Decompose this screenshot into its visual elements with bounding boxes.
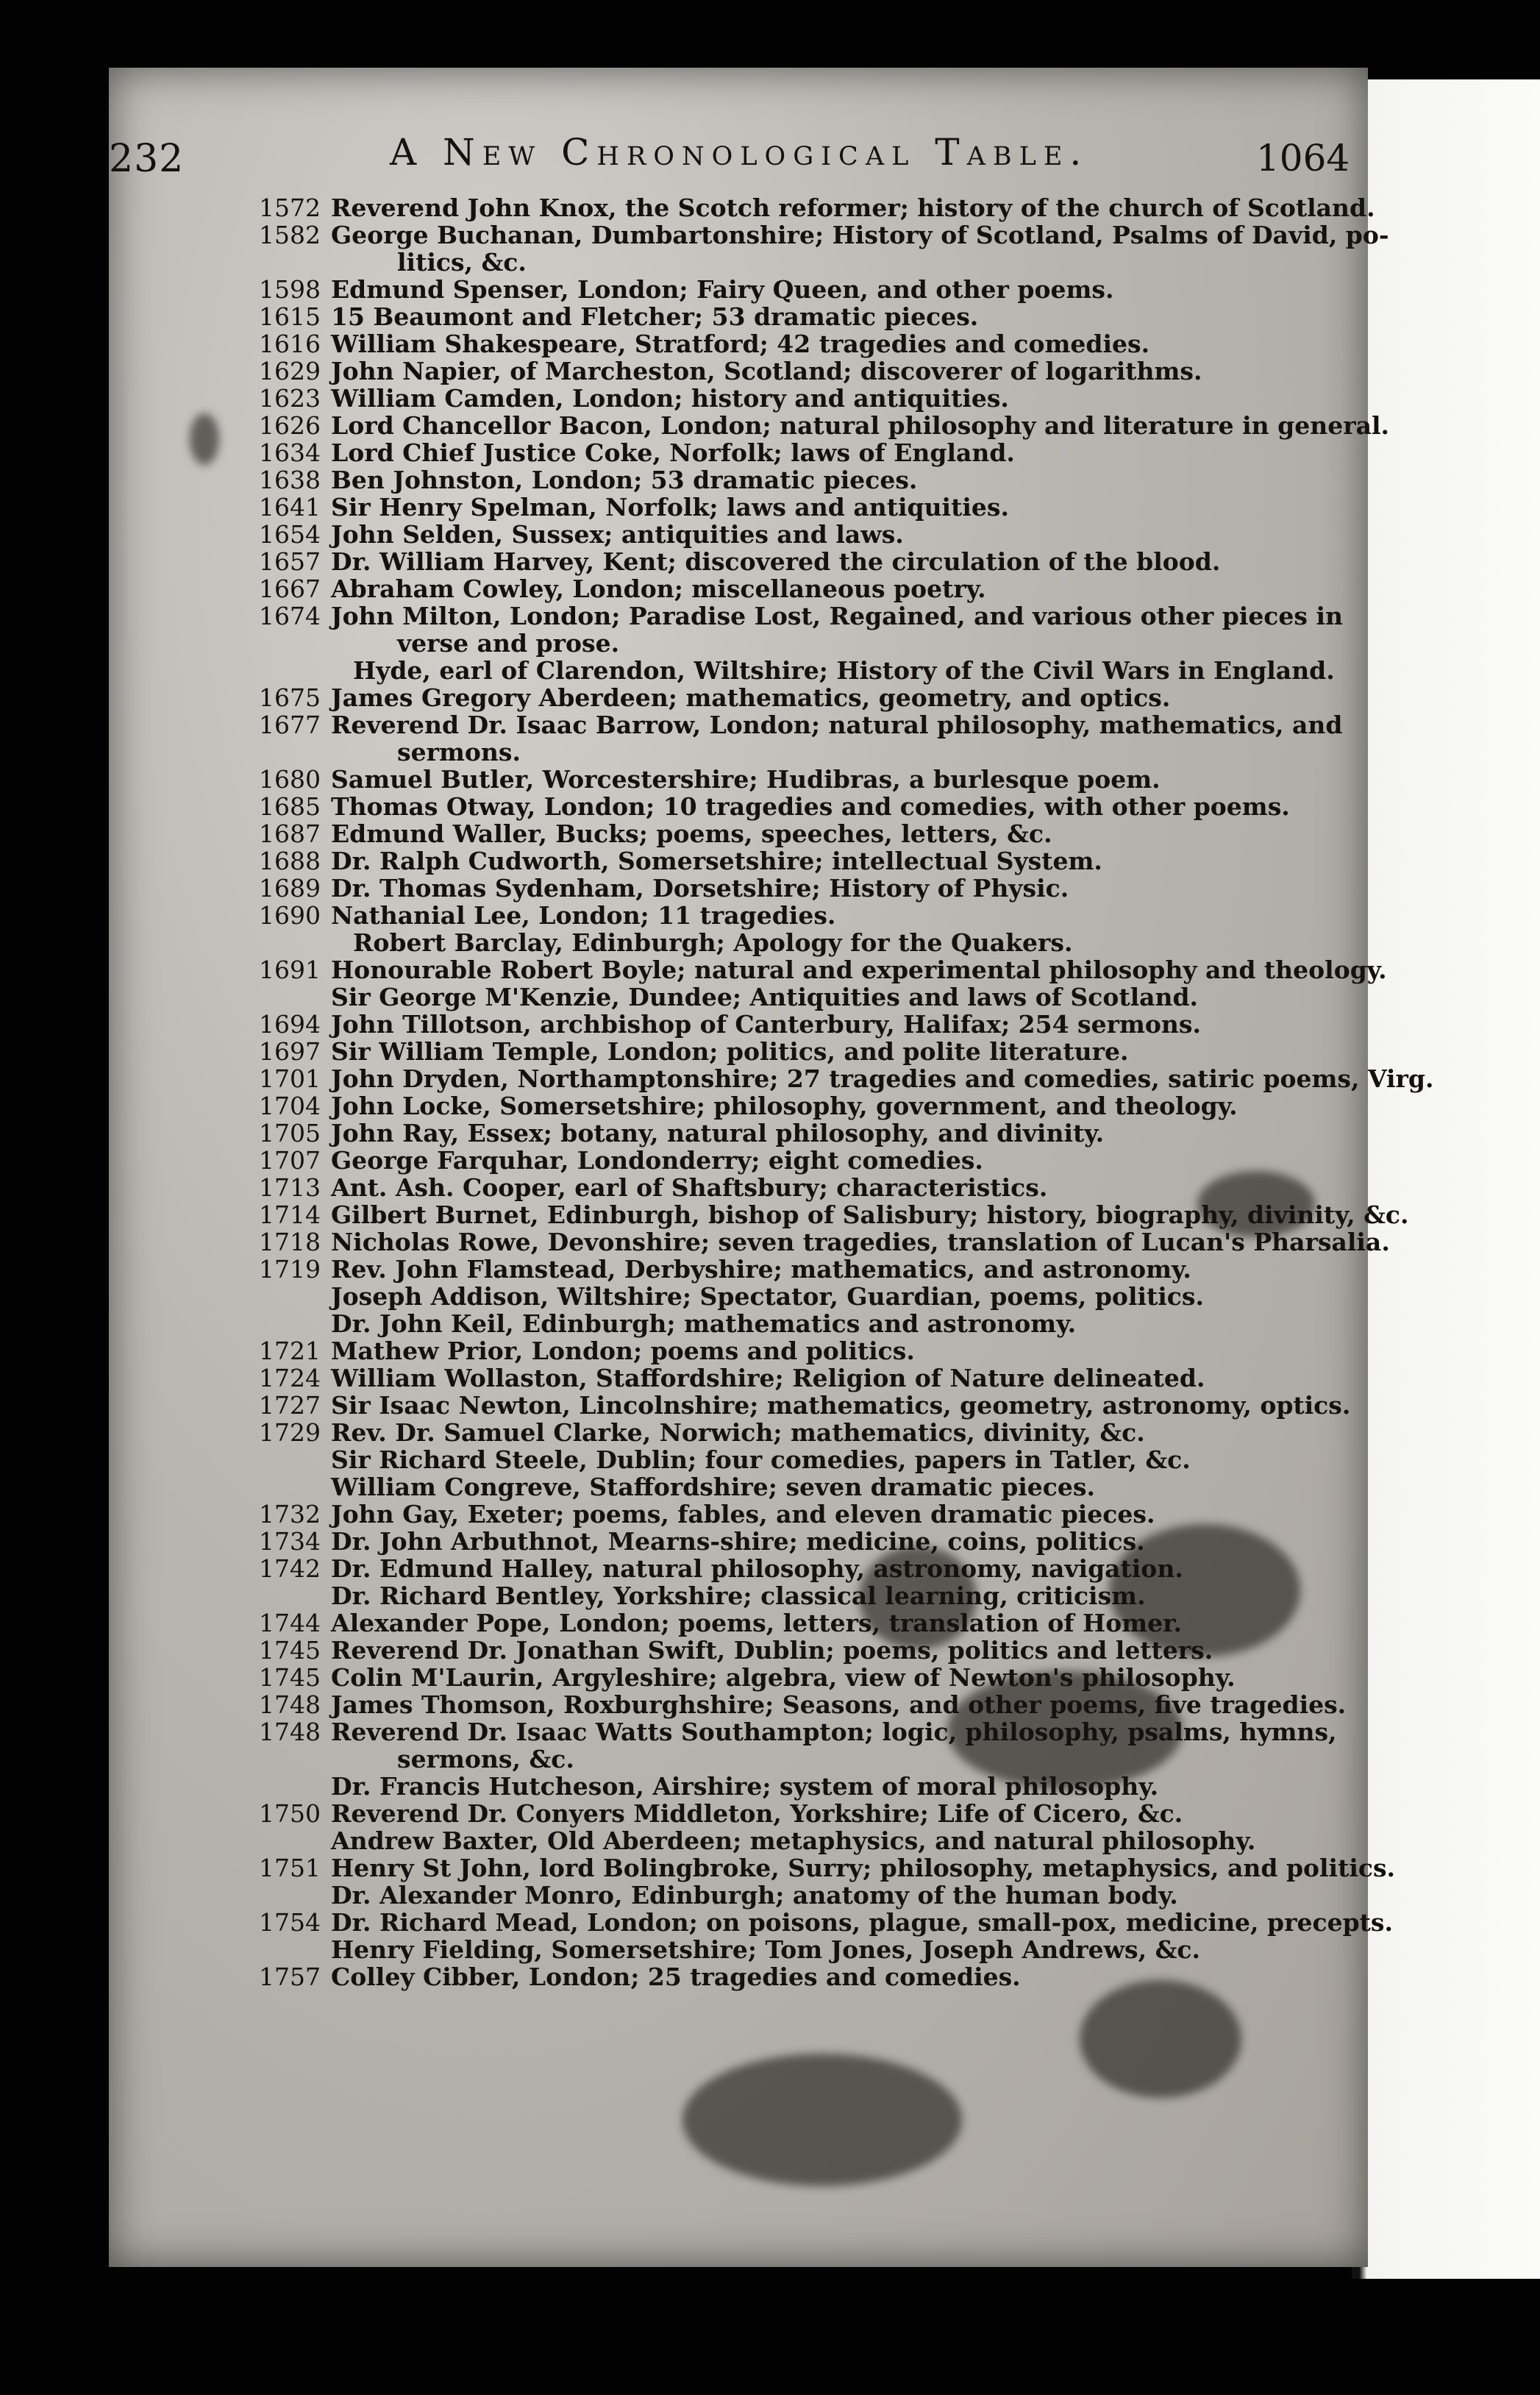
table-entry: [259, 983, 1325, 1011]
entry-text: Hyde, earl of Clarendon, Wiltshire; History of the Civil Wars in England.: [353, 656, 1335, 685]
ink-stain: [1080, 1980, 1241, 2098]
entry-text: Reverend Dr. Isaac Watts Southampton; logic, philosophy, psalms, hymns,: [331, 1718, 1337, 1746]
entry-text: Dr. Ralph Cudworth, Somersetshire; intellectual System.: [331, 847, 1102, 875]
entry-year: 1615: [259, 302, 321, 331]
entry-text: John Ray, Essex; botany, natural philosophy, and divinity.: [331, 1119, 1105, 1147]
table-entry: [259, 411, 1390, 440]
table-entry: [259, 602, 1343, 630]
entry-text: James Thomson, Roxburghshire; Seasons, and other poems, five tragedies.: [331, 1690, 1347, 1719]
entry-text: Nathanial Lee, London; 11 tragedies.: [331, 901, 836, 930]
entry-year: 1680: [259, 765, 321, 794]
entry-text: Dr. John Keil, Edinburgh; mathematics and astronomy.: [331, 1309, 1077, 1338]
entry-text: Gilbert Burnet, Edinburgh, bishop of Salisbury; history, biography, divinity, &c.: [331, 1200, 1409, 1229]
entry-year: 1705: [259, 1119, 321, 1147]
entry-text: John Milton, London; Paradise Lost, Regained, and various other pieces in: [331, 602, 1343, 630]
entry-text: William Wollaston, Staffordshire; Religion of Nature delineated.: [331, 1364, 1205, 1392]
entry-text: John Locke, Somersetshire; philosophy, government, and theology.: [331, 1092, 1238, 1120]
table-entry: [259, 1827, 1325, 1854]
entry-text: William Camden, London; history and antiquities.: [331, 384, 1009, 413]
entry-text: Henry Fielding, Somersetshire; Tom Jones, Joseph Andrews, &c.: [331, 1935, 1200, 1964]
entry-text: Lord Chief Justice Coke, Norfolk; laws of England.: [331, 438, 1015, 467]
entry-text: litics, &c.: [397, 248, 527, 277]
entry-year: 1572: [259, 193, 321, 222]
entry-year: 1718: [259, 1228, 321, 1256]
table-entry: [259, 1882, 1325, 1909]
entry-year: 1691: [259, 955, 321, 984]
table-entry: [259, 1718, 1337, 1746]
entry-text: Alexander Pope, London; poems, letters, translation of Homer.: [331, 1609, 1182, 1637]
entry-text: John Tillotson, archbishop of Canterbury, Halifax; 254 sermons.: [331, 1010, 1201, 1039]
entry-text: Sir William Temple, London; politics, and polite literature.: [331, 1037, 1129, 1066]
entry-year: 1685: [259, 792, 321, 821]
entry-text: John Napier, of Marcheston, Scotland; discoverer of logarithms.: [331, 357, 1202, 385]
table-entry: [259, 1310, 1325, 1337]
table-entry: [259, 249, 1325, 276]
table-entry: [259, 1174, 1325, 1201]
table-entry: [259, 1391, 1351, 1420]
entry-year: 1751: [259, 1854, 321, 1882]
entry-year: 1677: [259, 711, 321, 739]
entry-year: 1748: [259, 1690, 321, 1719]
ink-stain: [190, 413, 219, 465]
table-entry: [259, 847, 1325, 875]
table-entry: [259, 1200, 1409, 1229]
entry-year: 1654: [259, 520, 321, 549]
entry-year: 1732: [259, 1500, 321, 1529]
entry-year: 1626: [259, 411, 321, 440]
entry-year: 1744: [259, 1609, 321, 1637]
entry-year: 1623: [259, 384, 321, 413]
entry-text: Dr. Alexander Monro, Edinburgh; anatomy of the human body.: [331, 1881, 1178, 1910]
entry-text: Colley Cibber, London; 25 tragedies and comedies.: [331, 1962, 1021, 1991]
table-entry: [259, 1283, 1325, 1310]
table-entry: [259, 1745, 1325, 1773]
entry-year: 1719: [259, 1255, 321, 1284]
chronological-table: [259, 193, 1434, 1991]
entry-year: 1727: [259, 1391, 321, 1420]
table-entry: [259, 1501, 1325, 1528]
entry-text: Henry St John, lord Bolingbroke, Surry; philosophy, metaphysics, and politics.: [331, 1854, 1396, 1882]
table-entry: [259, 1609, 1325, 1637]
entry-text: Robert Barclay, Edinburgh; Apology for the Quakers.: [353, 928, 1073, 957]
table-entry: [259, 276, 1325, 303]
table-entry: [259, 548, 1325, 575]
ink-stain: [682, 2054, 962, 2186]
entry-year: 1750: [259, 1799, 321, 1828]
entry-text: Dr. Francis Hutcheson, Airshire; system of moral philosophy.: [331, 1772, 1159, 1801]
table-entry: [259, 1364, 1325, 1392]
entry-year: 1745: [259, 1636, 321, 1665]
entry-text: Reverend John Knox, the Scotch reformer; history of the church of Scotland.: [331, 193, 1375, 222]
entry-text: Sir Henry Spelman, Norfolk; laws and antiquities.: [331, 493, 1009, 522]
entry-text: Thomas Otway, London; 10 tragedies and comedies, with other poems.: [331, 792, 1290, 821]
entry-year: 1598: [259, 275, 321, 304]
table-entry: [259, 1419, 1325, 1446]
entry-year: 1638: [259, 466, 321, 494]
entry-year: 1582: [259, 221, 321, 249]
table-entry: [259, 466, 1325, 494]
entry-year: 1634: [259, 438, 321, 467]
entry-year: 1616: [259, 330, 321, 358]
entry-year: 1707: [259, 1146, 321, 1175]
entry-text: James Gregory Aberdeen; mathematics, geometry, and optics.: [331, 683, 1171, 712]
entry-text: Andrew Baxter, Old Aberdeen; metaphysics, and natural philosophy.: [331, 1826, 1256, 1855]
table-entry: [259, 1664, 1325, 1691]
entry-text: Sir George M'Kenzie, Dundee; Antiquities and laws of Scotland.: [331, 983, 1199, 1011]
entry-text: Edmund Spenser, London; Fairy Queen, and other poems.: [331, 275, 1114, 304]
entry-year: 1694: [259, 1010, 321, 1039]
table-entry: [259, 1446, 1325, 1473]
table-entry: [259, 1256, 1325, 1283]
table-entry: [259, 1963, 1325, 1990]
entry-text: George Farquhar, Londonderry; eight comedies.: [331, 1146, 983, 1175]
table-entry: [259, 521, 1325, 548]
table-entry: [259, 330, 1325, 357]
entry-text: William Shakespeare, Stratford; 42 tragedies and comedies.: [331, 330, 1150, 358]
entry-text: Honourable Robert Boyle; natural and experimental philosophy and theology.: [331, 955, 1387, 984]
entry-text: John Dryden, Northamptonshire; 27 tragedies and comedies, satiric poems, Virg.: [331, 1064, 1434, 1093]
table-entry: [259, 955, 1387, 984]
entry-text: George Buchanan, Dumbartonshire; History of Scotland, Psalms of David, po-: [331, 221, 1389, 249]
entry-text: Ant. Ash. Cooper, earl of Shaftsbury; characteristics.: [331, 1173, 1048, 1202]
table-entry: [259, 1337, 1325, 1364]
entry-text: 15 Beaumont and Fletcher; 53 dramatic pieces.: [331, 302, 979, 331]
table-entry: [259, 1011, 1325, 1038]
table-entry: [259, 385, 1325, 412]
entry-text: Dr. Thomas Sydenham, Dorsetshire; History of Physic.: [331, 874, 1069, 903]
entry-text: Dr. John Arbuthnot, Mearns-shire; medicine, coins, politics.: [331, 1527, 1145, 1556]
entry-text: sermons, &c.: [397, 1745, 574, 1773]
entry-text: Reverend Dr. Isaac Barrow, London; natural philosophy, mathematics, and: [331, 711, 1343, 739]
entry-year: 1721: [259, 1337, 321, 1365]
entry-year: 1742: [259, 1554, 321, 1583]
entry-text: Sir Richard Steele, Dublin; four comedies, papers in Tatler, &c.: [331, 1445, 1191, 1474]
entry-year: 1704: [259, 1092, 321, 1120]
table-entry: [259, 1637, 1325, 1664]
entry-text: sermons.: [397, 738, 521, 766]
entry-year: 1688: [259, 847, 321, 875]
entry-text: Sir Isaac Newton, Lincolnshire; mathematics, geometry, astronomy, optics.: [331, 1391, 1351, 1420]
table-entry: [259, 303, 1325, 330]
entry-year: 1734: [259, 1527, 321, 1556]
table-entry: [259, 1228, 1390, 1256]
table-entry: [259, 1800, 1325, 1827]
table-entry: [259, 766, 1325, 793]
entry-text: Abraham Cowley, London; miscellaneous poetry.: [331, 574, 986, 603]
entry-text: Rev. John Flamstead, Derbyshire; mathematics, and astronomy.: [331, 1255, 1191, 1284]
table-entry: [259, 875, 1325, 902]
table-entry: [259, 711, 1343, 739]
entry-year: 1667: [259, 574, 321, 603]
entry-text: Edmund Waller, Bucks; poems, speeches, letters, &c.: [331, 819, 1052, 848]
table-entry: [259, 1582, 1325, 1609]
entry-text: Samuel Butler, Worcestershire; Hudibras, a burlesque poem.: [331, 765, 1161, 794]
entry-year: 1657: [259, 547, 321, 576]
table-entry: [259, 1473, 1325, 1501]
entry-year: 1674: [259, 602, 321, 630]
table-entry: [259, 1936, 1325, 1963]
entry-year: 1690: [259, 901, 321, 930]
entry-year: 1687: [259, 819, 321, 848]
entry-text: Dr. William Harvey, Kent; discovered the circulation of the blood.: [331, 547, 1221, 576]
entry-text: John Gay, Exeter; poems, fables, and eleven dramatic pieces.: [331, 1500, 1155, 1529]
entry-year: 1754: [259, 1908, 321, 1937]
table-entry: [259, 902, 1325, 929]
entry-year: 1641: [259, 493, 321, 522]
entry-text: Lord Chancellor Bacon, London; natural philosophy and literature in general.: [331, 411, 1390, 440]
table-entry: [259, 1908, 1393, 1937]
table-entry: [259, 1147, 1325, 1174]
running-title: A New Chronological Table.: [390, 131, 1089, 174]
entry-text: Reverend Dr. Conyers Middleton, Yorkshire; Life of Cicero, &c.: [331, 1799, 1183, 1828]
table-entry: [259, 357, 1325, 385]
entry-text: Dr. Edmund Halley, natural philosophy, astronomy, navigation.: [331, 1554, 1183, 1583]
table-entry: [259, 575, 1325, 602]
entry-year: 1697: [259, 1037, 321, 1066]
table-entry: [259, 221, 1389, 249]
entry-year: 1713: [259, 1173, 321, 1202]
table-entry: [259, 656, 1335, 685]
table-entry: [259, 739, 1325, 766]
table-entry: [259, 1120, 1325, 1147]
entry-text: John Selden, Sussex; antiquities and laws.: [331, 520, 904, 549]
table-entry: [259, 630, 1325, 657]
entry-year: 1675: [259, 683, 321, 712]
table-entry: [259, 1773, 1325, 1800]
entry-text: William Congreve, Staffordshire; seven dramatic pieces.: [331, 1473, 1095, 1501]
entry-text: Reverend Dr. Jonathan Swift, Dublin; poems, politics and letters.: [331, 1636, 1213, 1665]
entry-text: Colin M'Laurin, Argyleshire; algebra, view of Newton's philosophy.: [331, 1663, 1236, 1692]
table-entry: [259, 1854, 1396, 1882]
entry-text: Mathew Prior, London; poems and politics.: [331, 1337, 915, 1365]
entry-year: 1689: [259, 874, 321, 903]
table-entry: [259, 1038, 1325, 1065]
table-entry: [259, 439, 1325, 466]
entry-text: Dr. Richard Mead, London; on poisons, plague, small-pox, medicine, precepts.: [331, 1908, 1393, 1937]
table-entry: [259, 793, 1325, 820]
table-entry: [259, 684, 1325, 711]
entry-year: 1757: [259, 1962, 321, 1991]
entry-year: 1629: [259, 357, 321, 385]
entry-text: Dr. Richard Bentley, Yorkshire; classical learning, criticism.: [331, 1581, 1146, 1610]
table-entry: [259, 193, 1375, 222]
table-entry: [259, 1690, 1347, 1719]
entry-year: 1701: [259, 1064, 321, 1093]
entry-year: 1729: [259, 1418, 321, 1447]
table-entry: [259, 1555, 1325, 1582]
sheet-number: 1064: [1256, 137, 1350, 179]
entry-year: 1714: [259, 1200, 321, 1229]
table-entry: [259, 494, 1325, 521]
table-entry: [259, 1064, 1434, 1093]
entry-text: Ben Johnston, London; 53 dramatic pieces.: [331, 466, 918, 494]
page-number: 232: [109, 137, 185, 181]
entry-year: 1724: [259, 1364, 321, 1392]
entry-year: 1748: [259, 1718, 321, 1746]
entry-text: Rev. Dr. Samuel Clarke, Norwich; mathematics, divinity, &c.: [331, 1418, 1145, 1447]
entry-year: 1745: [259, 1663, 321, 1692]
entry-text: Joseph Addison, Wiltshire; Spectator, Guardian, poems, politics.: [331, 1282, 1204, 1311]
table-entry: [259, 820, 1325, 847]
table-entry: [259, 1528, 1325, 1555]
entry-text: Nicholas Rowe, Devonshire; seven tragedies, translation of Lucan's Pharsalia.: [331, 1228, 1390, 1256]
table-entry: [259, 1092, 1325, 1120]
entry-text: verse and prose.: [397, 629, 620, 658]
facing-page-edge: [1352, 79, 1540, 2279]
table-entry: [259, 929, 1325, 956]
